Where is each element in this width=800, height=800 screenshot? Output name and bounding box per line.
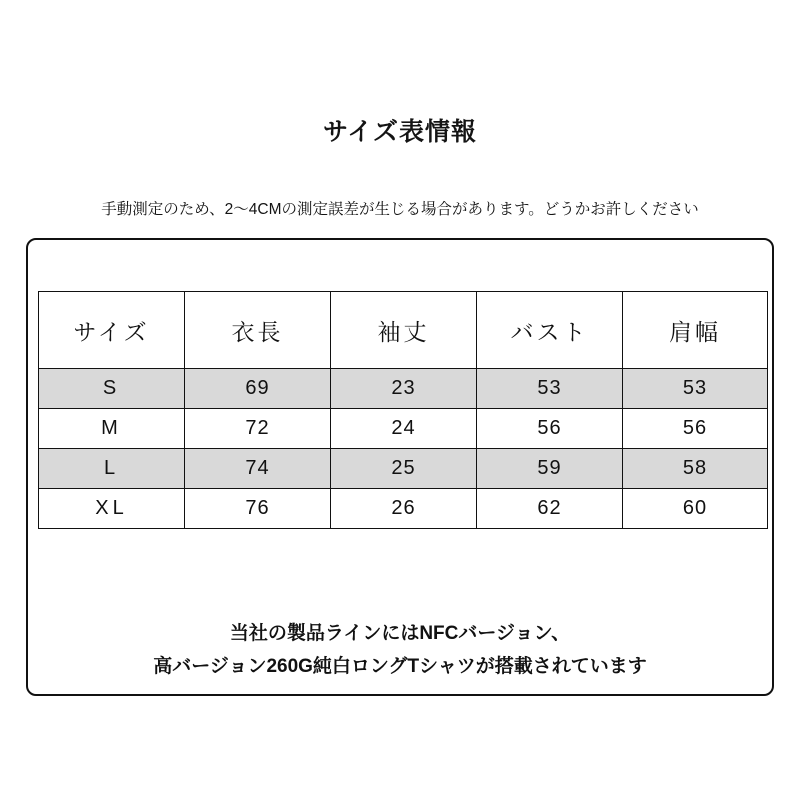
measurement-note: 手動測定のため、2〜4CMの測定誤差が生じる場合があります。どうかお許しください [101, 201, 699, 218]
cell-shoulder: 60 [623, 489, 768, 529]
cell-size: L [39, 449, 185, 489]
cell-sleeve: 25 [331, 449, 477, 489]
cell-size: XL [39, 489, 185, 529]
cell-bust: 59 [477, 449, 623, 489]
column-header-size: サイズ [39, 292, 185, 369]
table-header-row [39, 292, 768, 369]
cell-size: S [39, 369, 185, 409]
column-header-length: 衣長 [185, 292, 331, 369]
cell-shoulder: 58 [623, 449, 768, 489]
cell-sleeve: 24 [331, 409, 477, 449]
footer-line-1: 当社の製品ラインにはNFCバージョン、 [229, 623, 571, 644]
footer-line-2: 高バージョン260G純白ロングTシャツが搭載されています [153, 656, 647, 677]
page-title: サイズ表情報 [322, 118, 477, 146]
table-row [39, 489, 768, 529]
cell-shoulder: 56 [623, 409, 768, 449]
cell-sleeve: 26 [331, 489, 477, 529]
cell-length: 69 [185, 369, 331, 409]
cell-bust: 62 [477, 489, 623, 529]
column-header-bust: バスト [477, 292, 623, 369]
size-table [38, 291, 768, 529]
table-row [39, 449, 768, 489]
cell-bust: 53 [477, 369, 623, 409]
column-header-sleeve: 袖丈 [331, 292, 477, 369]
cell-size: M [39, 409, 185, 449]
column-header-shoulder: 肩幅 [623, 292, 768, 369]
cell-bust: 56 [477, 409, 623, 449]
table-header [39, 292, 768, 369]
cell-length: 76 [185, 489, 331, 529]
cell-sleeve: 23 [331, 369, 477, 409]
cell-shoulder: 53 [623, 369, 768, 409]
size-table-wrapper [38, 291, 762, 529]
table-body [39, 369, 768, 529]
footer-description [0, 617, 800, 683]
cell-length: 74 [185, 449, 331, 489]
table-row [39, 369, 768, 409]
table-row [39, 409, 768, 449]
cell-length: 72 [185, 409, 331, 449]
